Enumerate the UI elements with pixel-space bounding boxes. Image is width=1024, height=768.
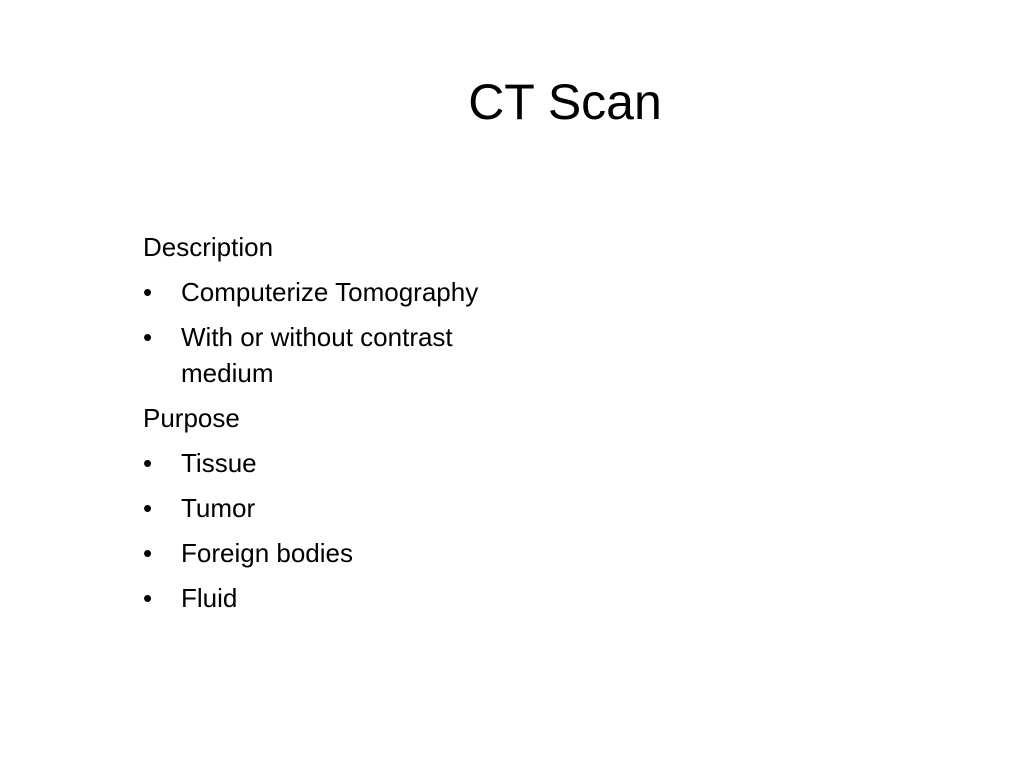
bullet-icon: • (143, 538, 153, 568)
section-heading-description: Description (143, 232, 274, 262)
bullet-text: Foreign bodies (181, 538, 353, 568)
bullet-item (143, 445, 541, 481)
slide-body (143, 229, 563, 616)
bullet-item (143, 319, 541, 391)
slide-title: CT Scan (468, 74, 662, 130)
bullet-text: With or without contrast medium (181, 322, 453, 388)
bullet-item (143, 490, 541, 526)
bullet-icon: • (143, 583, 153, 613)
bullet-icon: • (143, 493, 153, 523)
bullet-text: Tumor (181, 493, 256, 523)
bullet-item (143, 580, 541, 616)
bullet-text: Fluid (181, 583, 238, 613)
bullet-item (143, 274, 541, 310)
purpose-bullet-list (143, 445, 563, 616)
bullet-icon: • (143, 322, 153, 352)
bullet-text: Tissue (181, 448, 257, 478)
description-bullet-list (143, 274, 563, 391)
section-heading-purpose: Purpose (143, 403, 240, 433)
bullet-icon: • (143, 277, 153, 307)
bullet-item (143, 535, 541, 571)
bullet-text: Computerize Tomography (181, 277, 479, 307)
bullet-icon: • (143, 448, 153, 478)
